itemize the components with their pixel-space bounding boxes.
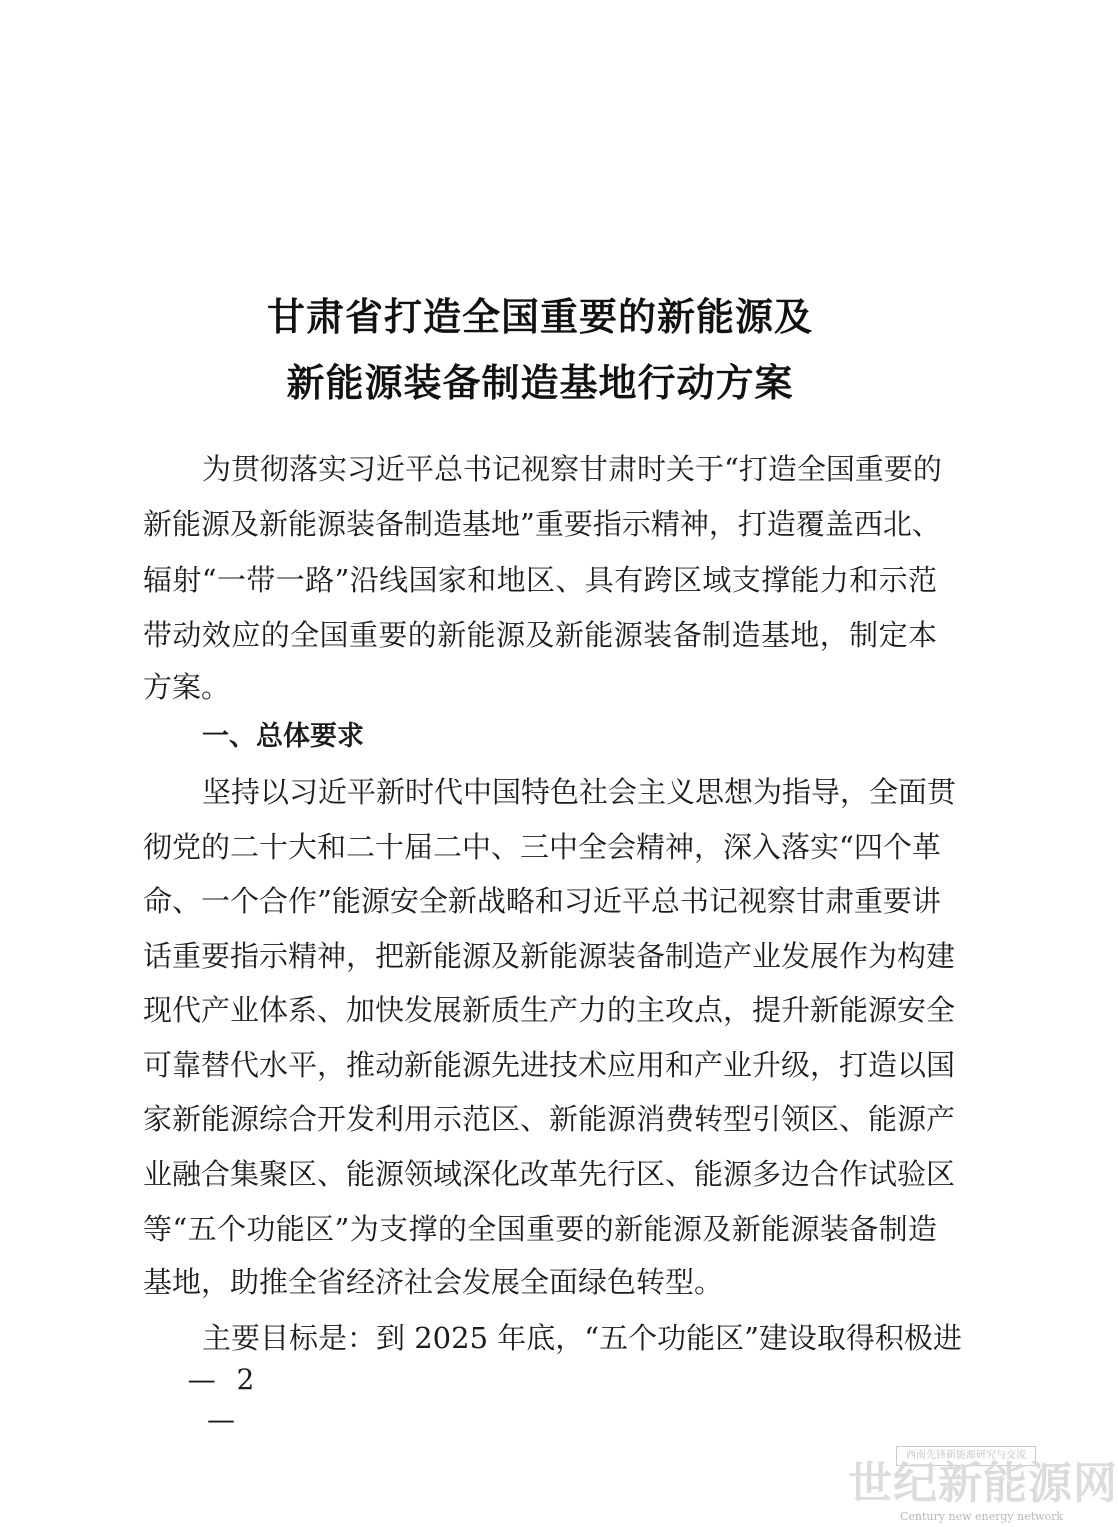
paragraph-2-line: 家新能源综合开发利用示范区、新能源消费转型引领区、能源产 — [143, 1102, 956, 1136]
section-heading: 一、总体要求 — [202, 721, 364, 752]
paragraph-1-line: 方案。 — [143, 670, 231, 704]
paragraph-2-line: 坚持以习近平新时代中国特色社会主义思想为指导，全面贯 — [202, 775, 957, 809]
paragraph-1-line: 辐射“一带一路”沿线国家和地区、具有跨区域支撑能力和示范 — [143, 563, 937, 597]
watermark-small-text: 西南先锋新能源研究与交流 — [896, 1446, 1036, 1466]
paragraph-1-line: 新能源及新能源装备制造基地”重要指示精神，打造覆盖西北、 — [143, 507, 941, 541]
paragraph-1-line: 为贯彻落实习近平总书记视察甘肃时关于“打造全国重要的 — [202, 452, 942, 486]
watermark-english-text: Century new energy network — [900, 1510, 1064, 1523]
paragraph-2-line: 现代产业体系、加快发展新质生产力的主攻点，提升新能源安全 — [143, 993, 956, 1027]
paragraph-2-line: 彻党的二十大和二十届二中、三中全会精神，深入落实“四个革 — [143, 830, 941, 864]
paragraph-2-line: 等“五个功能区”为支撑的全国重要的新能源及新能源装备制造 — [143, 1212, 937, 1246]
paragraph-1-line: 带动效应的全国重要的新能源及新能源装备制造基地，制定本 — [143, 618, 937, 652]
document-title-line-1: 甘肃省打造全国重要的新能源及 — [266, 295, 813, 339]
paragraph-2-line: 可靠替代水平，推动新能源先进技术应用和产业升级，打造以国 — [143, 1048, 956, 1082]
page-number: — 2 — — [187, 1363, 261, 1436]
watermark-logo-text: 世纪新能源网 — [848, 1458, 1118, 1509]
paragraph-2-line: 话重要指示精神，把新能源及新能源装备制造产业发展作为构建 — [143, 939, 956, 973]
paragraph-2-line: 业融合集聚区、能源领域深化改革先行区、能源多边合作试验区 — [143, 1157, 956, 1191]
document-title-line-2: 新能源装备制造基地行动方案 — [286, 361, 794, 405]
paragraph-2-line: 基地，助推全省经济社会发展全面绿色转型。 — [143, 1265, 724, 1299]
paragraph-2-line: 命、一个合作”能源安全新战略和习近平总书记视察甘肃重要讲 — [143, 884, 941, 918]
paragraph-3-line: 主要目标是：到 2025 年底，“五个功能区”建设取得积极进 — [202, 1321, 962, 1355]
